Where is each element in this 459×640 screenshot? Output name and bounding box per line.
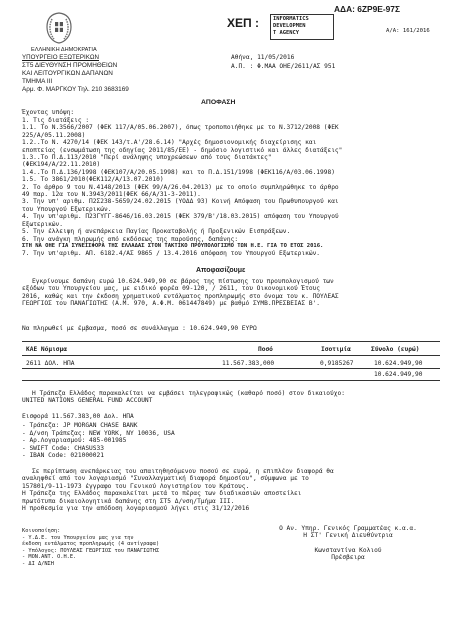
list-item: 1.4..Το Π.Δ.136/1998 (ΦΕΚ107/Α/20.05.1998) και το Π.Δ.151/1998 (ΦΕΚ116/Α/03.06.1998) bbox=[22, 168, 335, 176]
table-divider bbox=[22, 341, 440, 342]
approval-line: 2016, καθώς και την έκδοση χρηματικού εντάλματος προπληρωμής στο όνομα του κ. ΠΟΥΛΕΑΣ bbox=[22, 292, 339, 300]
list-item: 1.1. Το Ν.3566/2007 (ΦΕΚ 117/Α/05.06.2007), όπως τροποποιήθηκε με το Ν.3712/2008 (ΦΕΚ bbox=[22, 124, 339, 132]
protocol-number: Α.Π. : Φ.ΜΑΑ ΟΗΕ/2611/ΑΣ 951 bbox=[231, 63, 336, 70]
ada-code: ΑΔΑ: 6ΖΡ9Ε-97Σ bbox=[334, 4, 400, 14]
list-item: έκδοση εντάλματος προπληρωμής (4 αντίγραφα) bbox=[22, 541, 160, 548]
list-item: 4. Την υπ'αριθμ. Π23ΓΥΓΓ-8646/16.03.2015 (ΦΕΚ 379/Β'/18.03.2015) απόφαση του Υπουργού bbox=[22, 213, 339, 221]
department-label: ΚΑΙ ΛΕΙΤΟΥΡΓΙΚΩΝ ΔΑΠΑΝΩΝ bbox=[22, 70, 113, 77]
section-label: ΤΜΗΜΑ ΙΙΙ bbox=[22, 78, 53, 85]
table-divider bbox=[22, 380, 440, 381]
distribution-heading: Κοινοποίηση: bbox=[22, 528, 61, 534]
considerations-list bbox=[22, 117, 342, 258]
considerations-heading: Έχοντας υπόψη: bbox=[22, 109, 75, 116]
approval-line: Εγκρίνουμε δαπάνη ευρώ 10.624.949,90 σε βάρος της πίστωσης του προυπολογισμού των bbox=[32, 278, 334, 285]
list-item: 1. Τις διατάξεις : bbox=[22, 117, 90, 124]
table-header-amount: Ποσό bbox=[258, 346, 273, 353]
list-item: - Δ/νση Τράπεζας: NEW YORK, NY 10036, USA bbox=[22, 429, 175, 437]
table-grand-total: 10.624.949,90 bbox=[374, 371, 423, 378]
list-item: εποπτείας (ενσωμάτωση της οδηγίας 2011/85/ΕΕ) - δημόσιο λογιστικό και άλλες διατάξεις" bbox=[22, 146, 343, 154]
table-cell-currency: 2611 ΔΟΛ. ΗΠΑ bbox=[26, 360, 75, 367]
table-cell-rate: 0,9185267 bbox=[320, 360, 354, 367]
greek-emblem-icon bbox=[44, 11, 74, 45]
list-item: 1.2..Το Ν. 4270/14 (ΦΕΚ 143/τ.Α'/28.6.14) "Αρχές δημοσιονομικής διαχείρισης και bbox=[22, 139, 317, 147]
stamp-label: ΧΕΠ : bbox=[227, 16, 260, 30]
list-item: 7. Την υπ'αριθμ. ΑΠ. 6182.4/ΑΣ 9865 / 13.4.2016 απόφαση του Υπουργού Εξωτερικών. bbox=[22, 250, 321, 258]
approval-line: εξόδων του Υπουργείου μας, με ειδικό φορέα 09-120, / 2611, του Οικονομικού Έτους bbox=[22, 285, 321, 293]
table-cell-amount: 11.567.383,000 bbox=[222, 360, 275, 367]
stamp-box bbox=[270, 14, 334, 40]
republic-label: ΕΛΛΗΝΙΚΗ ΔΗΜΟΚΡΑΤΙΑ bbox=[31, 47, 97, 53]
approval-paragraph bbox=[22, 278, 339, 308]
list-item: - Τράπεζα: JP MORGAN CHASE BANK bbox=[22, 422, 138, 430]
table-header-kae: ΚΑΕ Νόμισμα bbox=[26, 346, 67, 353]
list-item: - ΔΙ Δ/ΝΣΗ bbox=[22, 560, 54, 567]
list-item: - ΜΟΝ.ΑΝΤ. Ο.Η.Ε. bbox=[22, 554, 77, 561]
signature-block bbox=[248, 525, 448, 562]
list-item: 49 παρ. 12α του Ν.3943/2011(ΦΕΚ 66/Α/31-3-2011). bbox=[22, 191, 201, 199]
decision-heading: Αποφασίζουμε bbox=[196, 267, 246, 274]
place-date: Αθήνα, 11/05/2016 bbox=[231, 54, 295, 61]
list-item: - IBAN Code: 021000021 bbox=[22, 452, 104, 460]
list-item: 2. Το άρθρο 9 του Ν.4148/2013 (ΦΕΚ 99/Α/26.04.2013) με το οποίο συμπληρώθηκε το άρθρο bbox=[22, 183, 339, 191]
directorate-label: ΣΤ5 ΔΙΕΥΘΥΝΣΗ ΠΡΟΜΗΘΕΙΩΝ bbox=[22, 62, 118, 69]
table-header-total: Σύνολο (ευρώ) bbox=[371, 346, 420, 353]
list-item: 225/Α/05.11.2008) bbox=[22, 131, 86, 139]
approval-line: ΓΕΩΡΓΙΟΣ του ΠΑΝΑΓΙΩΤΗΣ (Α.Μ. 970, Α.Φ.Μ. 061447849) με βαθμό ΣΥΜΒ.ΠΡΕΣΒΕΙΑΣ Β'. bbox=[22, 300, 321, 308]
list-item: του Υπουργού Εξωτερικών. bbox=[22, 205, 112, 213]
signature-role: Η ΣΤ' Γενική Διευθύντρια bbox=[303, 532, 393, 540]
document-title: ΑΠΟΦΑΣΗ bbox=[201, 99, 236, 106]
list-item: 6. Την ανάγκη πληρωμής από εκδόσεως της παρούσης, δαπάνης: bbox=[22, 235, 239, 243]
signature-name: Κωνσταντίνα Κολιού bbox=[314, 546, 382, 554]
distribution-list bbox=[22, 528, 159, 568]
list-item: - Υ.Δ.Ε. του Υπουργείου μας για την bbox=[22, 534, 134, 541]
list-item: - Αρ.Λογαριασμού: 485-001985 bbox=[22, 437, 127, 445]
contact-label: Αρμ. Φ. ΜΑΡΓΚΟΥ Τηλ. 210 3683169 bbox=[22, 86, 129, 93]
signature-title: Ο Αν. Υπηρ. Γενικός Γραμματέας κ.α.α. bbox=[279, 525, 417, 532]
list-item: (ΦΕΚ194/Α/22.11.2010) bbox=[22, 161, 101, 169]
stamp-text: INFORMATICS DEVELOPMEN T AGENCY bbox=[273, 16, 309, 36]
table-divider bbox=[22, 355, 440, 356]
table-cell-total: 10.624.949,90 bbox=[374, 360, 423, 367]
closing-paragraph: Σε περίπτωση ανεπάρκειας του απαιτηθησόμενου ποσού σε ευρώ, η επιπλέον διαφορά θα αναληφθεί από τον λογαριασμό "Συναλλαγματική διαφορά δημοσίου", σύμφωνα με το 157801/9-11-1973 έγγραφο του Γενικού Λογιστηρίου του Κράτους. Η Τράπεζα της Ελλάδος παρακαλείται μετά το πέρας των διαδικασιών αποστείλει πρωτότυπα δικαιολογητικά δαπάνης στη ΣΤ5 Δ/νση/Τμήμα ΙΙΙ. Η προθεσμία για την απόδοση λογαριασμού λήγει στις 31/12/2016 bbox=[22, 468, 334, 513]
signature-rank: Πρέσβειρα bbox=[331, 554, 365, 562]
list-item: ΣΤΗ ΝΑ ΟΗΕ ΓΙΑ ΣΥΝΕΙΣΦΟΡΑ ΤΗΣ ΕΛΛΑΔΑΣ ΣΤΟΝ ΤΑΚΤΙΚΟ ΠΡΟΥΠΟΛΟΓΙΣΜΟ ΤΩΝ Η.Ε. ΓΙΑ ΤΟ ΕΤΟΣ 2016. bbox=[22, 242, 324, 249]
list-item: - Υπόλογος: ΠΟΥΛΕΑΣ ΓΕΩΡΓΙΟΣ του ΠΑΝΑΓΙΩΤΗΣ bbox=[22, 547, 160, 554]
remittance-details bbox=[22, 413, 175, 459]
list-item: Εξωτερικών. bbox=[22, 220, 63, 228]
reference-number: Α/Α: 161/2016 bbox=[386, 28, 430, 34]
list-item: 1.5. Το 3861/2010(ΦΕΚ112/Α/13.07.2010) bbox=[22, 176, 164, 184]
list-item: 1.3..Το Π.Δ.113/2010 "Περί ανάληψης υποχρεώσεων από τους διατάκτες" bbox=[22, 154, 272, 162]
bank-instruction: Η Τράπεζα Ελλάδος παρακαλείται να εμβάσει τηλεγραφικώς (καθαρό ποσό) στον δικαιούχο: UNITED NATIONS GENERAL FUND ACCOUNT bbox=[22, 390, 345, 405]
table-divider bbox=[22, 368, 440, 369]
list-item: 5. Την έλλειψη ή ανεπάρκεια Παγίας Προκαταβολής ή Προξενικών Εισπράξεων. bbox=[22, 228, 291, 236]
ministry-label: ΥΠΟΥΡΓΕΙΟ ΕΞΩΤΕΡΙΚΩΝ bbox=[22, 54, 99, 61]
table-header-rate: Ισοτιμία bbox=[321, 346, 351, 353]
list-item: Εισφορά 11.567.383,00 Δολ. ΗΠΑ bbox=[22, 413, 134, 420]
list-item: - SWIFT Code: CHASUS33 bbox=[22, 444, 104, 452]
list-item: 3. Την υπ' αριθμ. Π2Σ238-5659/24.02.2015 (ΥΟΔΔ 93) Κοινή Απόφαση του Πρωθυπουργού και bbox=[22, 198, 339, 206]
payment-line: Να πληρωθεί με έμβασμα, ποσό σε συνάλλαγμα : 10.624.949,90 ΕΥΡΩ bbox=[22, 325, 257, 332]
